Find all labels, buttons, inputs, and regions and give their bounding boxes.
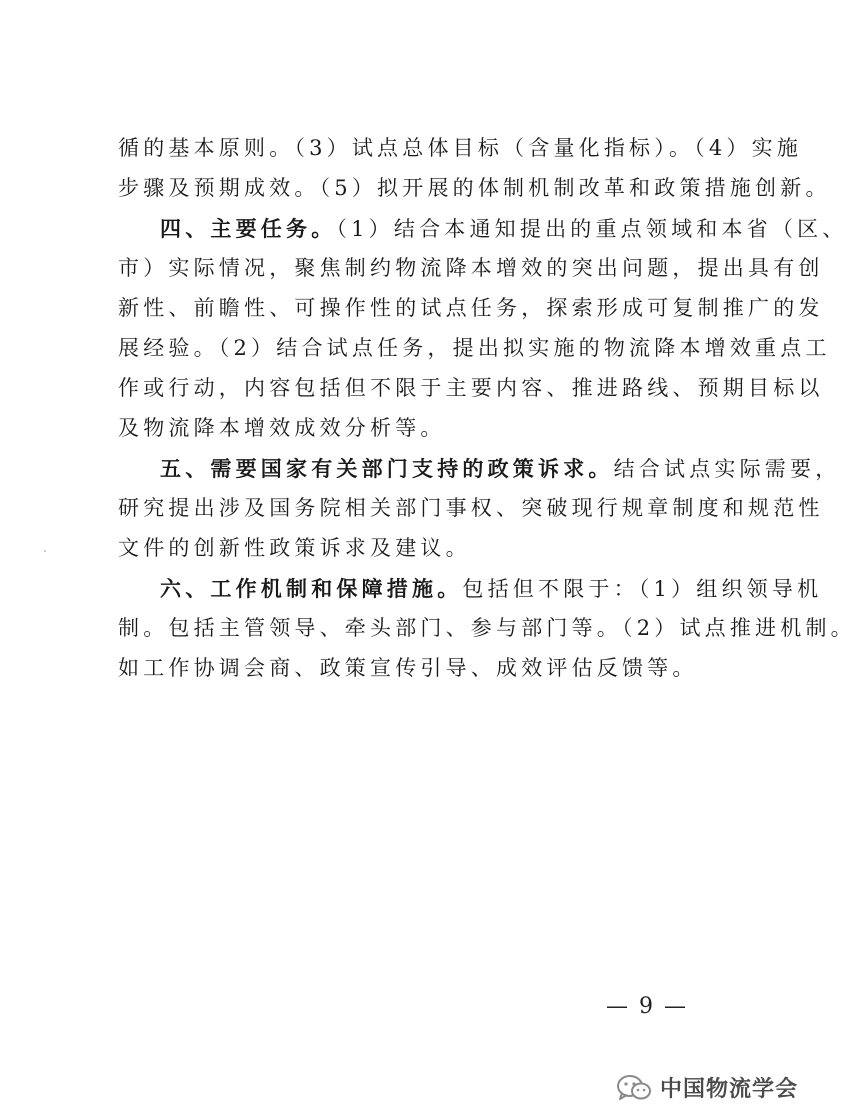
- body-line-7: [118, 378, 824, 399]
- body-line-10: [118, 498, 824, 519]
- body-line-13: [118, 618, 856, 639]
- line-text: 制。包括主管领导、牵头部门、参与部门等。（2）试点推进机制。: [118, 616, 856, 640]
- line-text: 新性、前瞻性、可操作性的试点任务，探索形成可复制推广的发: [118, 296, 824, 320]
- section-4-heading: 四、主要任务。: [160, 216, 337, 241]
- body-line-1: [118, 138, 802, 159]
- section-5-heading: 五、需要国家有关部门支持的政策诉求。: [160, 456, 614, 481]
- line-text: 包括但不限于：（1）组织领导机: [462, 577, 823, 601]
- scan-artifact: [44, 550, 46, 552]
- body-line-8: [118, 418, 446, 439]
- wechat-icon: [616, 1074, 652, 1102]
- section-5-heading-line: [160, 458, 840, 480]
- line-text: 作或行动，内容包括但不限于主要内容、推进路线、预期目标以: [118, 376, 824, 400]
- line-text: 研究提出涉及国务院相关部门事权、突破现行规章制度和规范性: [118, 496, 824, 520]
- line-text: 循的基本原则。（3）试点总体目标（含量化指标）。（4）实施: [118, 136, 803, 160]
- body-line-14: [118, 658, 698, 679]
- line-text: 市）实际情况，聚焦制约物流降本增效的突出问题，提出具有创: [118, 256, 824, 280]
- page-number: — 9 —: [606, 994, 688, 1019]
- body-line-11: [118, 538, 471, 559]
- body-line-4: [118, 258, 824, 279]
- line-text: 及物流降本增效成效分析等。: [118, 416, 446, 440]
- line-text: 文件的创新性政策诉求及建议。: [118, 536, 471, 560]
- section-4-heading-line: [160, 218, 847, 240]
- line-text: 步骤及预期成效。（5）拟开展的体制机制改革和政策措施创新。: [118, 176, 831, 200]
- line-text: 结合试点实际需要，: [613, 457, 841, 481]
- section-6-heading-line: [160, 578, 822, 600]
- line-text: 展经验。（2）结合试点任务，提出拟实施的物流降本增效重点工: [118, 336, 831, 360]
- watermark-text: 中国物流学会: [660, 1077, 799, 1102]
- watermark: [616, 1072, 798, 1103]
- body-line-5: [118, 298, 824, 319]
- body-line-6: [118, 338, 831, 359]
- section-6-heading: 六、工作机制和保障措施。: [160, 576, 463, 601]
- line-text: 如工作协调会商、政策宣传引导、成效评估反馈等。: [118, 656, 698, 680]
- body-line-2: [118, 178, 831, 199]
- line-text: （1）结合本通知提出的重点领域和本省（区、: [336, 217, 848, 241]
